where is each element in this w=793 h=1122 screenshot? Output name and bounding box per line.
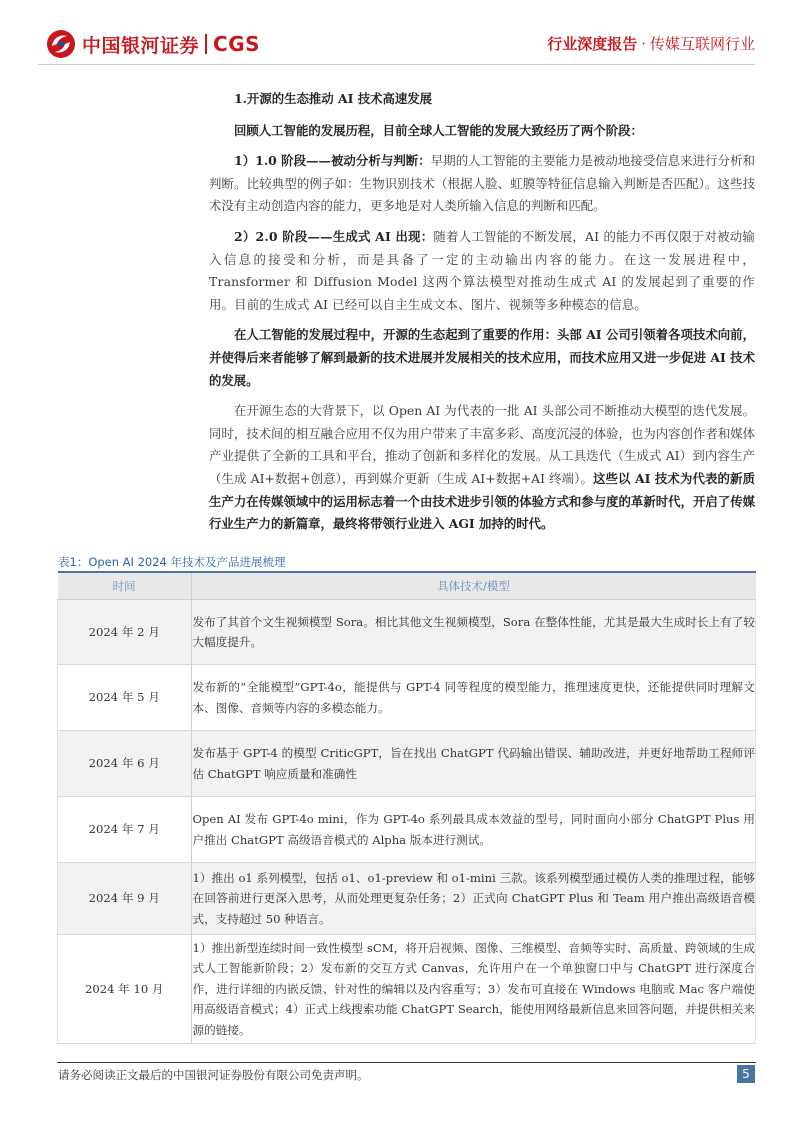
table-cell-desc: 发布新的“全能模型”GPT-4o，能提供与 GPT-4 同等程度的模型能力，推理速度更快，还能提供同时理解文本、图像、音频等内容的多模态能力。 bbox=[191, 665, 756, 731]
page-header bbox=[0, 0, 793, 70]
cgs-logo-icon bbox=[46, 29, 76, 59]
report-body bbox=[209, 88, 755, 544]
industry-name: 传媒互联网行业 bbox=[649, 35, 755, 53]
header-separator: · bbox=[641, 35, 646, 53]
table-row bbox=[58, 731, 756, 797]
table-cell-desc: 1）推出 o1 系列模型，包括 o1、o1-preview 和 o1-mini 三款。该系列模型通过模仿人类的推理过程，能够在回答前进行更深入思考，从而处理更复杂任务；2）正式向 ChatGPT Plus 和 Team 用户推出高级语音模式，支持超过 50 种语言。 bbox=[191, 863, 756, 935]
disclaimer-notice: 请务必阅读正文最后的中国银河证券股份有限公司免责声明。 bbox=[58, 1068, 369, 1082]
section-heading: 1.开源的生态推动 AI 技术高速发展 bbox=[234, 91, 433, 106]
openai-progress-table bbox=[57, 571, 756, 1044]
table-cell-desc: 发布基于 GPT-4 的模型 CriticGPT，旨在找出 ChatGPT 代码输出错误、辅助改进，并更好地帮助工程师评估 ChatGPT 响应质量和准确性 bbox=[191, 731, 756, 797]
table-cell-time: 2024 年 2 月 bbox=[58, 600, 192, 665]
table-cell-desc: Open AI 发布 GPT-4o mini，作为 GPT-4o 系列最具成本效益的型号，同时面向小部分 ChatGPT Plus 用户推出 ChatGPT 高级语音模式的 Alpha 版本进行测试。 bbox=[191, 797, 756, 863]
column-header-desc: 具体技术/模型 bbox=[191, 572, 756, 600]
stage2-paragraph bbox=[209, 226, 755, 316]
stage1-title: 1）1.0 阶段——被动分析与判断： bbox=[234, 153, 431, 169]
logo-separator bbox=[205, 34, 207, 54]
logo-chinese-name: 中国银河证券 bbox=[82, 34, 200, 57]
report-type: 行业深度报告 bbox=[547, 35, 638, 53]
report-category bbox=[547, 33, 755, 54]
table-cell-desc: 发布了其首个文生视频模型 Sora。相比其他文生视频模型，Sora 在整体性能，尤其是最大生成时长上有了较大幅度提升。 bbox=[191, 600, 756, 665]
table-row bbox=[58, 600, 756, 665]
stage2-text: 随着人工智能的不断发展，AI 的能力不再仅限于对被动输入信息的接受和分析，而是具备了一定的主动输出内容的能力。在这一发展进程中，Transformer 和 Diffusion Model 这两个算法模型对推动生成式 AI 的发展起到了重要的作用。目前的生成式 AI 已经可以自主生成文本、图片、视频等多种模态的信息。 bbox=[209, 228, 755, 312]
company-logo bbox=[46, 29, 260, 59]
table-cell-time: 2024 年 6 月 bbox=[58, 731, 192, 797]
stage2-title: 2）2.0 阶段——生成式 AI 出现： bbox=[234, 228, 434, 244]
table-cell-time: 2024 年 7 月 bbox=[58, 797, 192, 863]
header-divider bbox=[38, 64, 755, 65]
table-row bbox=[58, 797, 756, 863]
footer-divider bbox=[57, 1062, 756, 1063]
table-row bbox=[58, 863, 756, 935]
openai-context-paragraph bbox=[209, 400, 755, 536]
openai-context-text: 在开源生态的大背景下，以 Open AI 为代表的一批 AI 头部公司不断推动大模型的迭代发展。同时，技术间的相互融合应用不仅为用户带来了丰富多彩、高度沉浸的体验，也为内容创作者和媒体产业提供了全新的工具和平台，推动了创新和多样化的发展。从工具迭代（生成式 AI）到内容生产（生成 AI+数据+创意），再到媒介更新（生成 AI+数据+AI 终端）。 bbox=[209, 403, 755, 486]
page-number: 5 bbox=[737, 1065, 755, 1083]
intro-paragraph: 回顾人工智能的发展历程，目前全球人工智能的发展大致经历了两个阶段： bbox=[234, 122, 643, 138]
table-header-row bbox=[58, 572, 756, 600]
table-row bbox=[58, 665, 756, 731]
stage1-paragraph bbox=[209, 150, 755, 218]
table-caption: 表1：Open AI 2024 年技术及产品进展梳理 bbox=[58, 555, 286, 569]
column-header-time: 时间 bbox=[58, 572, 192, 600]
table-cell-time: 2024 年 5 月 bbox=[58, 665, 192, 731]
open-source-paragraph: 在人工智能的发展过程中，开源的生态起到了重要的作用：头部 AI 公司引领着各项技术向前，并使得后来者能够了解到最新的技术进展并发展相关的技术应用，而技术应用又进一步促进 AI 技术的发展。 bbox=[209, 327, 755, 388]
table-row bbox=[58, 935, 756, 1044]
stage1-text: 早期的人工智能的主要能力是被动地接受信息来进行分析和判断。比较典型的例子如：生物识别技术（根据人脸、虹膜等特征信息输入判断是否匹配）。这些技术没有主动创造内容的能力，更多地是对人类所输入信息的判断和匹配。 bbox=[209, 153, 755, 214]
logo-english-name: CGS bbox=[213, 32, 261, 56]
table-cell-desc: 1）推出新型连续时间一致性模型 sCM，将开启视频、图像、三维模型、音频等实时、高质量、跨领域的生成式人工智能新阶段；2）发布新的交互方式 Canvas，允许用户在一个单独窗口中与 ChatGPT 进行深度合作，进行详细的内嵌反馈、针对性的编辑以及内容重写；3）发布可直接在 Windows 电脑或 Mac 客户端使用高级语音模式；4）正式上线搜索功能 ChatGPT Search，能使用网络最新信息来回答问题，并提供相关来源的链接。 bbox=[191, 935, 756, 1044]
openai-context-conclusion: 这些以 AI 技术为代表的新质生产力在传媒领域中的运用标志着一个由技术进步引领的体验方式和参与度的革新时代，开启了传媒行业生产力的新篇章，最终将带领行业进入 AGI 加持的时代。 bbox=[209, 470, 755, 532]
table-cell-time: 2024 年 9 月 bbox=[58, 863, 192, 935]
table-cell-time: 2024 年 10 月 bbox=[58, 935, 192, 1044]
